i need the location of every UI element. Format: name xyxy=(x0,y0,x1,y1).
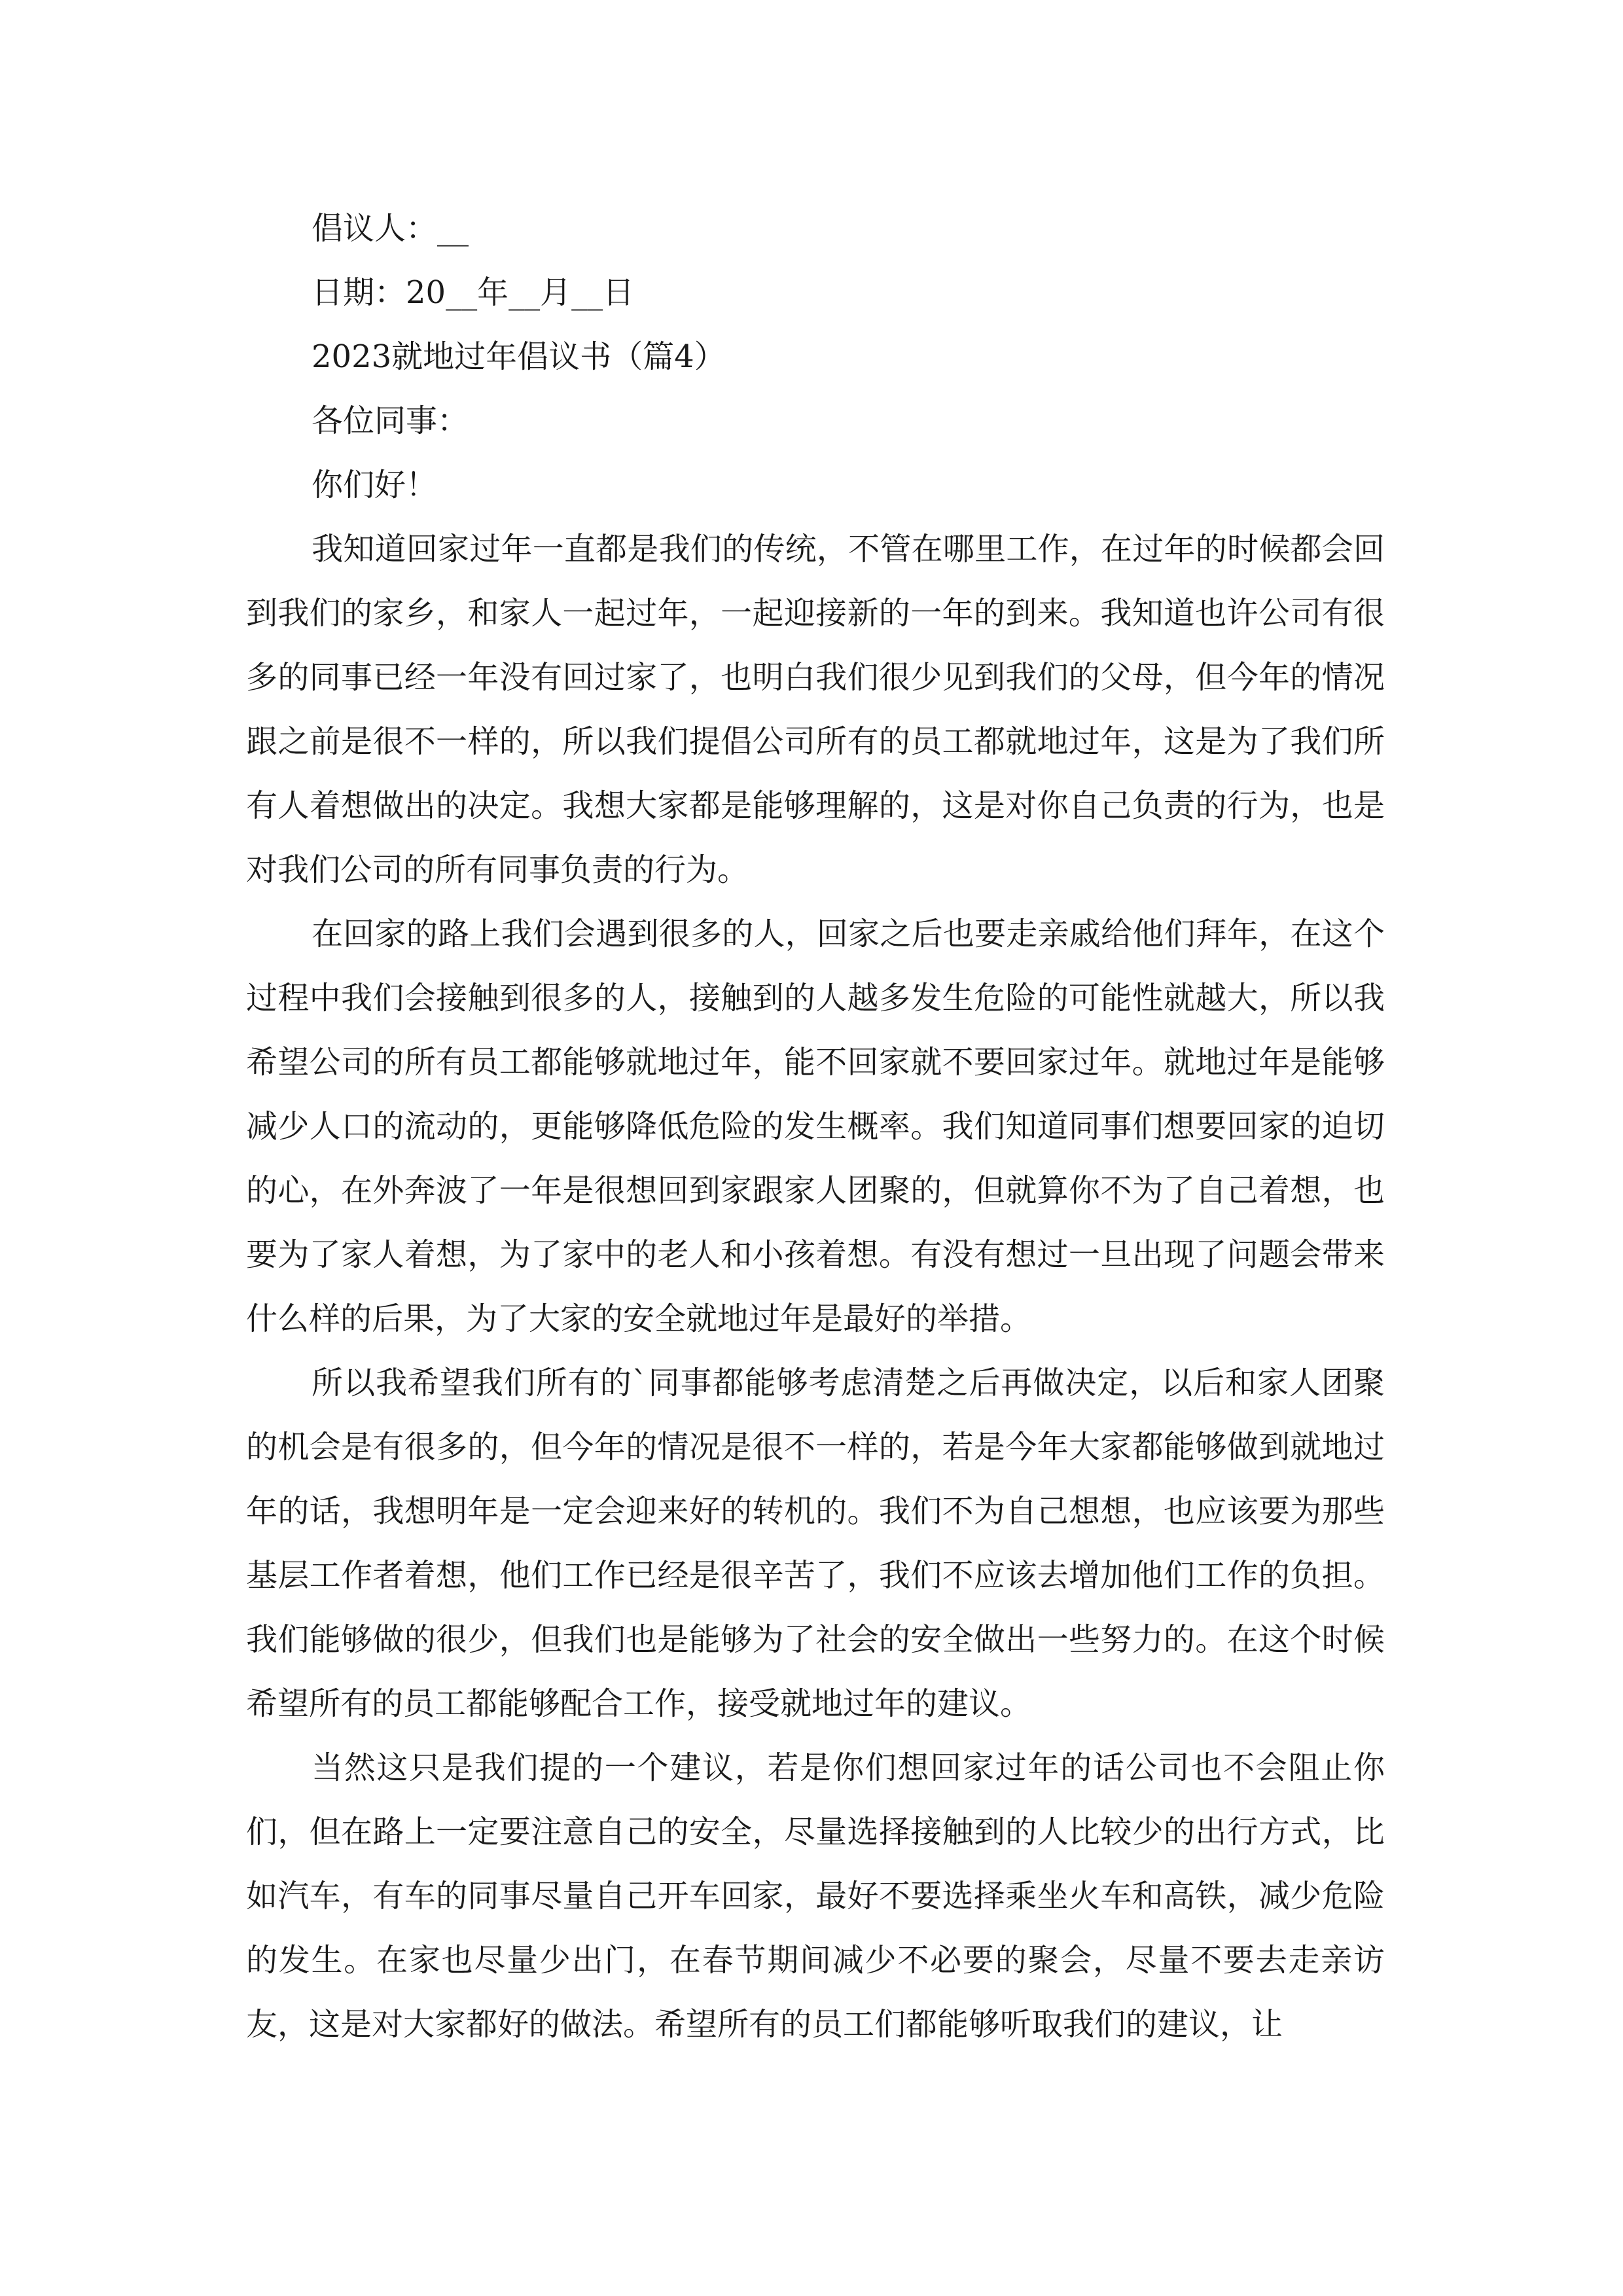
body-paragraph: 所以我希望我们所有的`同事都能够考虑清楚之后再做决定，以后和家人团聚的机会是有很多的，但今年的情况是很不一样的，若是今年大家都能够做到就地过年的话，我想明年是一定会迎来好的转机的。我们不为自己想想，也应该要为那些基层工作者着想，他们工作已经是很辛苦了，我们不应该去增加他们工作的负担。我们能够做的很少，但我们也是能够为了社会的安全做出一些努力的。在这个时候希望所有的员工都能够配合工作，接受就地过年的建议。 xyxy=(246,1365,1385,1722)
body-paragraph: 当然这只是我们提的一个建议，若是你们想回家过年的话公司也不会阻止你们，但在路上一定要注意自己的安全，尽量选择接触到的人比较少的出行方式，比如汽车，有车的同事尽量自己开车回家，最好不要选择乘坐火车和高铁，减少危险的发生。在家也尽量少出门，在春节期间减少不必要的聚会，尽量不要去走亲访友，这是对大家都好的做法。希望所有的员工们都能够听取我们的建议，让 xyxy=(246,1749,1385,2043)
document-body xyxy=(246,196,1385,2056)
body-paragraph: 我知道回家过年一直都是我们的传统，不管在哪里工作，在过年的时候都会回到我们的家乡，和家人一起过年，一起迎接新的一年的到来。我知道也许公司有很多的同事已经一年没有回过家了，也明白我们很少见到我们的父母，但今年的情况跟之前是很不一样的，所以我们提倡公司所有的员工都就地过年，这是为了我们所有人着想做出的决定。我想大家都是能够理解的，这是对你自己负责的行为，也是对我们公司的所有同事负责的行为。 xyxy=(246,531,1385,888)
date-line: 日期：20__年__月__日 xyxy=(312,274,635,311)
salutation: 各位同事： xyxy=(312,403,469,439)
document-title: 2023就地过年倡议书（篇4） xyxy=(312,338,726,375)
greeting: 你们好！ xyxy=(312,467,438,503)
body-paragraph: 在回家的路上我们会遇到很多的人，回家之后也要走亲戚给他们拜年，在这个过程中我们会接触到很多的人，接触到的人越多发生危险的可能性就越大，所以我希望公司的所有员工都能够就地过年，能不回家就不要回家过年。就地过年是能够减少人口的流动的，更能够降低危险的发生概率。我们知道同事们想要回家的迫切的心，在外奔波了一年是很想回到家跟家人团聚的，但就算你不为了自己着想，也要为了家人着想，为了家中的老人和小孩着想。有没有想过一旦出现了问题会带来什么样的后果，为了大家的安全就地过年是最好的举措。 xyxy=(246,916,1385,1337)
signature-line: 倡议人：__ xyxy=(312,210,469,247)
